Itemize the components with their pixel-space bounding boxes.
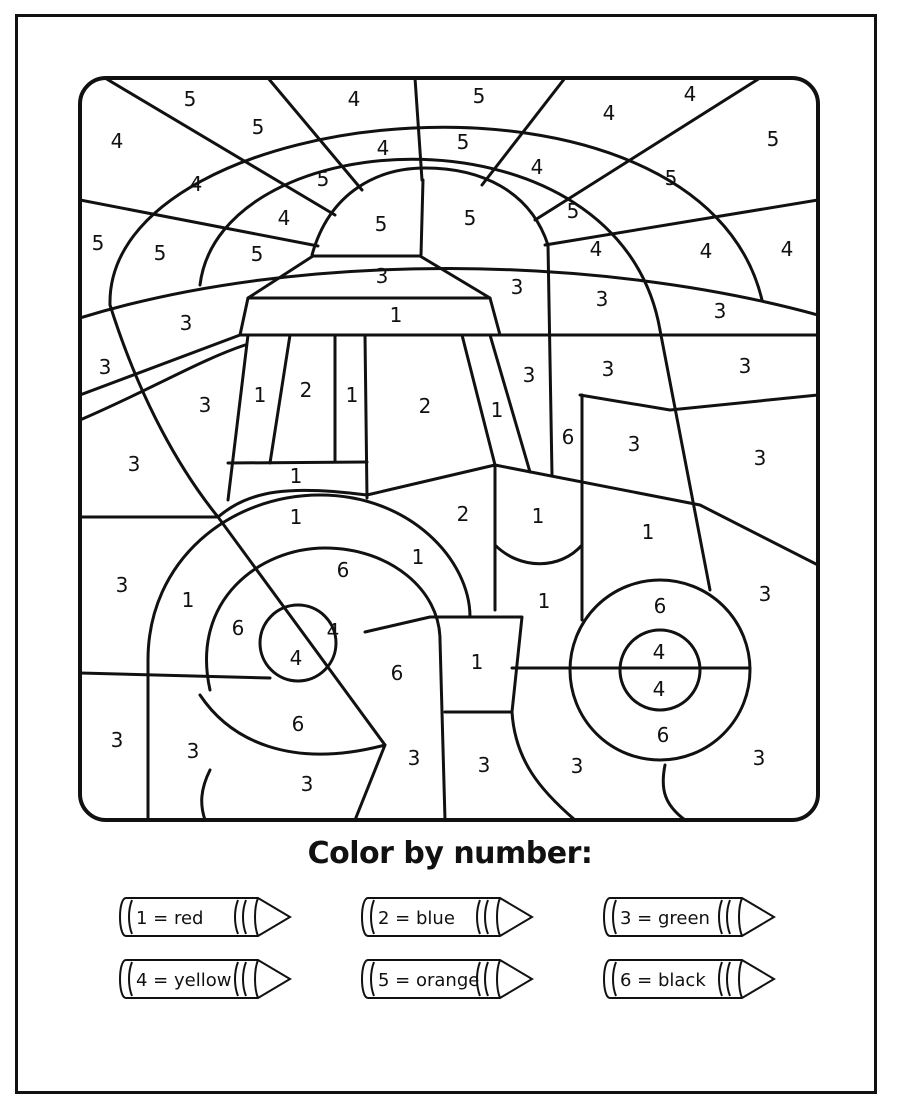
region-number-label: 5: [766, 127, 780, 151]
crayon-legend-item: [604, 960, 774, 998]
region-number-label: 5: [251, 115, 265, 139]
region-number-label: 3: [407, 746, 421, 770]
region-number-label: 4: [277, 206, 291, 230]
region-number-label: 4: [326, 619, 340, 643]
region-number-label: 4: [189, 172, 203, 196]
region-number-label: 5: [456, 130, 470, 154]
region-number-label: 1: [345, 383, 359, 407]
region-number-label: 5: [374, 212, 388, 236]
region-number-label: 3: [570, 754, 584, 778]
crayon-legend-label: 6 = black: [620, 970, 706, 991]
region-number-label: 4: [589, 237, 603, 261]
region-number-label: 4: [530, 155, 544, 179]
region-number-label: 4: [780, 237, 794, 261]
region-number-label: 6: [653, 594, 667, 618]
region-number-label: 4: [652, 677, 666, 701]
crayon-legend-label: 2 = blue: [378, 908, 455, 929]
region-number-label: 3: [477, 753, 491, 777]
region-number-label: 4: [110, 129, 124, 153]
region-number-label: 4: [376, 136, 390, 160]
region-number-label: 3: [186, 739, 200, 763]
region-number-label: 1: [289, 505, 303, 529]
crayon-legend-item: [120, 960, 290, 998]
region-number-label: 5: [316, 167, 330, 191]
region-number-label: 3: [127, 452, 141, 476]
region-number-label: 1: [411, 545, 425, 569]
region-number-label: 5: [664, 166, 678, 190]
region-number-label: 5: [472, 84, 486, 108]
color-by-number-heading: Color by number:: [307, 836, 593, 871]
region-number-label: 3: [738, 354, 752, 378]
region-number-label: 6: [656, 723, 670, 747]
region-number-label: 2: [418, 394, 432, 418]
region-number-label: 6: [336, 558, 350, 582]
region-number-label: 4: [652, 640, 666, 664]
crayon-legend-label: 1 = red: [136, 908, 204, 929]
crayon-legend-label: 4 = yellow: [136, 970, 232, 991]
region-number-label: 1: [537, 589, 551, 613]
region-number-label: 1: [289, 464, 303, 488]
region-number-label: 4: [683, 82, 697, 106]
region-number-label: 2: [456, 502, 470, 526]
region-number-label: 3: [98, 355, 112, 379]
region-number-label: 1: [490, 398, 504, 422]
region-number-label: 1: [531, 504, 545, 528]
region-number-label: 3: [753, 446, 767, 470]
region-number-label: 3: [110, 728, 124, 752]
region-number-label: 5: [566, 199, 580, 223]
region-number-label: 3: [179, 311, 193, 335]
region-number-label: 3: [510, 275, 524, 299]
region-number-label: 5: [91, 231, 105, 255]
region-number-label: 4: [602, 101, 616, 125]
crayon-legend-item: [362, 960, 532, 998]
region-number-label: 1: [181, 588, 195, 612]
region-number-label: 3: [627, 432, 641, 456]
region-number-label: 3: [601, 357, 615, 381]
region-number-label: 3: [713, 299, 727, 323]
crayon-legend-item: [120, 898, 290, 936]
region-number-label: 5: [463, 206, 477, 230]
region-number-label: 5: [153, 241, 167, 265]
region-number-label: 1: [470, 650, 484, 674]
region-number-label: 4: [347, 87, 361, 111]
region-number-label: 5: [250, 242, 264, 266]
region-number-label: 3: [595, 287, 609, 311]
crayon-legend-item: [362, 898, 532, 936]
region-number-label: 2: [299, 378, 313, 402]
region-number-label: 3: [198, 393, 212, 417]
region-number-label: 3: [300, 772, 314, 796]
region-number-label: 1: [389, 303, 403, 327]
region-number-label: 6: [390, 661, 404, 685]
region-number-label: 3: [375, 264, 389, 288]
crayon-legend-item: [604, 898, 774, 936]
region-number-label: 1: [253, 383, 267, 407]
region-number-label: 6: [291, 712, 305, 736]
crayon-legend-label: 5 = orange: [378, 970, 480, 991]
region-number-label: 1: [641, 520, 655, 544]
region-number-label: 3: [522, 363, 536, 387]
region-number-label: 4: [289, 646, 303, 670]
crayon-legend-label: 3 = green: [620, 908, 710, 929]
region-number-label: 3: [758, 582, 772, 606]
region-number-label: 4: [699, 239, 713, 263]
region-number-label: 6: [561, 425, 575, 449]
region-number-label: 5: [183, 87, 197, 111]
region-number-label: 3: [752, 746, 766, 770]
region-number-label: 6: [231, 616, 245, 640]
region-number-label: 3: [115, 573, 129, 597]
